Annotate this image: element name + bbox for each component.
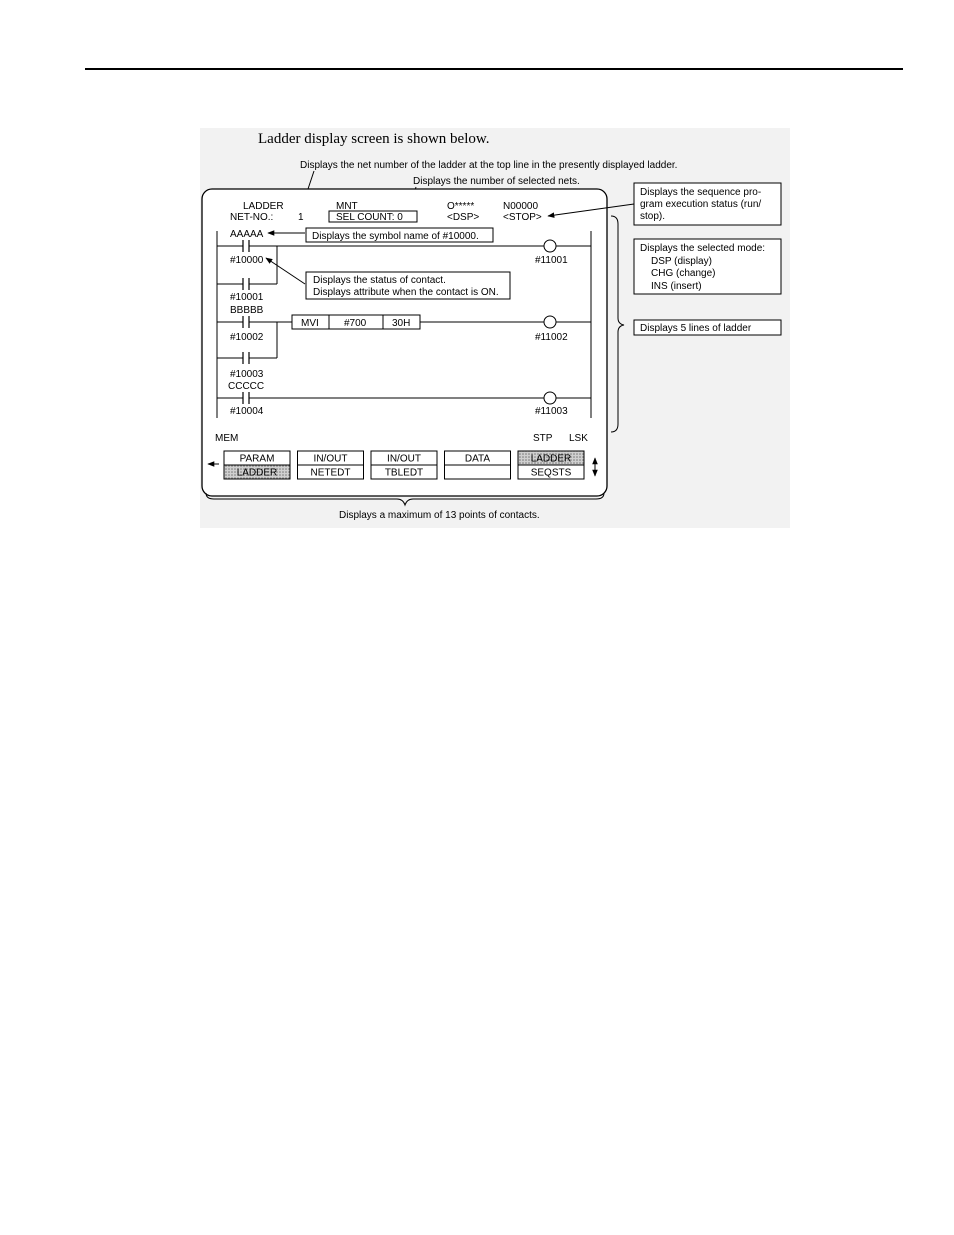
instruction-arg1: #700 <box>344 318 367 329</box>
note-net-number: Displays the net number of the ladder at the top line in the presently displayed ladder. <box>300 160 678 171</box>
screen-title: LADDER <box>243 201 284 212</box>
note-contact-status-2: Displays attribute when the contact is ON. <box>313 287 499 298</box>
softkey-1[interactable] <box>224 451 290 479</box>
contact-label-10001: #10001 <box>230 292 264 303</box>
figure-caption: Ladder display screen is shown below. <box>258 131 490 147</box>
softkey-3[interactable] <box>371 451 437 479</box>
run-status: <STOP> <box>503 212 542 223</box>
note-max-contacts: Displays a maximum of 13 points of contacts. <box>339 510 540 521</box>
coil-11003 <box>544 392 556 404</box>
coil-label-11002: #11002 <box>535 332 568 343</box>
softkey-1-bottom-label: LADDER <box>236 467 278 479</box>
note-contact-status-1: Displays the status of contact. <box>313 275 446 286</box>
softkey-5[interactable] <box>518 451 584 479</box>
contact-label-10003: #10003 <box>230 369 264 380</box>
note-selected-nets: Displays the number of selected nets. <box>413 176 580 187</box>
contact-label-10004: #10004 <box>230 406 264 417</box>
note-mode-ins: INS (insert) <box>651 281 702 292</box>
note-mode-chg: CHG (change) <box>651 268 716 279</box>
coil-11002 <box>544 316 556 328</box>
symbol-bbbbb: BBBBB <box>230 305 264 316</box>
sel-count: SEL COUNT: 0 <box>336 212 403 223</box>
softkey-2[interactable] <box>298 451 364 479</box>
symbol-aaaaa: AAAAA <box>230 229 264 240</box>
softkey-5-bottom-label: SEQSTS <box>530 467 572 479</box>
symbol-ccccc: CCCCC <box>228 381 265 392</box>
sequence-number: N00000 <box>503 201 539 212</box>
note-mode-dsp: DSP (display) <box>651 256 712 267</box>
coil-11001 <box>544 240 556 252</box>
softkey-3-top-label: IN/OUT <box>387 453 421 465</box>
softkey-bar <box>224 451 584 479</box>
softkey-3-bottom-label: TBLEDT <box>384 467 424 479</box>
softkey-2-bottom-label: NETEDT <box>310 467 351 479</box>
instruction-arg2: 30H <box>392 318 411 329</box>
softkey-4-bottom-cell[interactable] <box>445 465 511 479</box>
note-mode-title: Displays the selected mode: <box>640 243 766 254</box>
status-lsk: LSK <box>569 433 588 444</box>
note-exec-status-3: stop). <box>640 211 666 222</box>
contact-label-10000: #10000 <box>230 255 264 266</box>
softkey-4[interactable] <box>445 451 511 479</box>
note-exec-status-1: Displays the sequence pro- <box>640 187 762 198</box>
softkey-5-top-label: LADDER <box>530 453 572 465</box>
status-stp: STP <box>533 433 553 444</box>
softkey-2-top-label: IN/OUT <box>313 453 348 465</box>
mode-top: MNT <box>336 201 358 212</box>
instruction-op: MVI <box>301 318 319 329</box>
softkey-1-top-label: PARAM <box>239 453 275 465</box>
contact-label-10002: #10002 <box>230 332 264 343</box>
note-exec-status-2: gram execution status (run/ <box>640 199 762 210</box>
softkey-4-top-label: DATA <box>464 453 491 465</box>
coil-label-11003: #11003 <box>535 406 568 417</box>
program-number: O***** <box>447 201 475 212</box>
mode-display: <DSP> <box>447 212 480 223</box>
note-five-lines: Displays 5 lines of ladder <box>640 323 752 334</box>
five-lines-brace <box>611 216 624 432</box>
status-mem: MEM <box>215 433 239 444</box>
note-symbol-name: Displays the symbol name of #10000. <box>312 231 479 242</box>
net-no-label: NET-NO.: <box>230 212 274 223</box>
net-no-value: 1 <box>298 212 304 223</box>
coil-label-11001: #11001 <box>535 255 568 266</box>
